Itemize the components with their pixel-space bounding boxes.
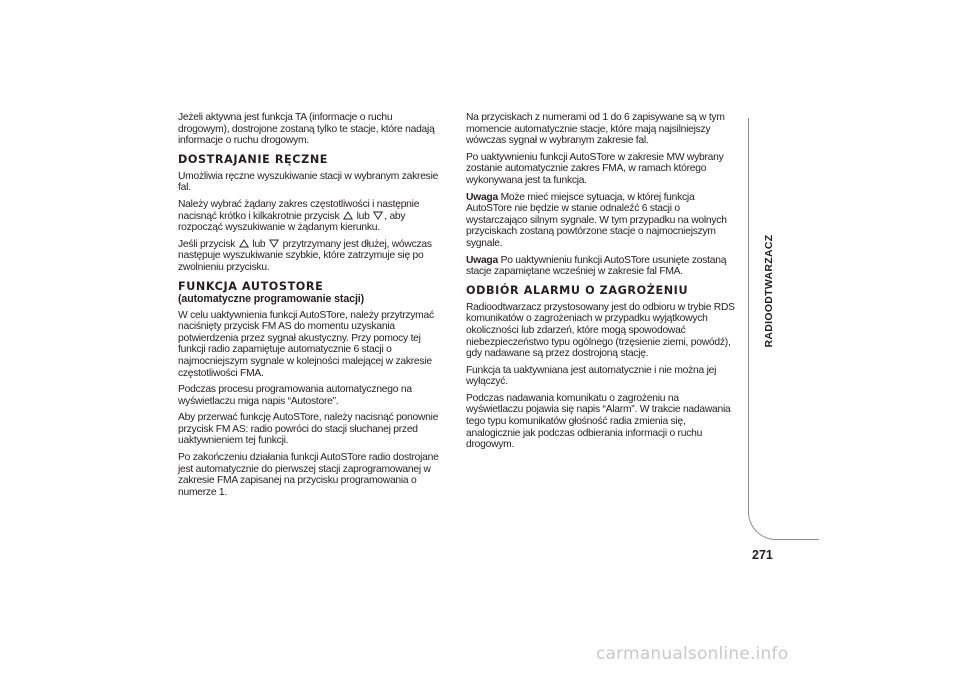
triangle-up-icon [343, 211, 353, 220]
section-tab [754, 234, 784, 348]
page-number: 271 [752, 548, 773, 562]
alarm-intro: Radioodtwarzacz przystosowany jest do odbioru w trybie RDS komunikatów o zagrożeniach w przypadku wyjątkowych okoliczności lub zdarzeń, które mogą spowodować niebezpieczeństwo typu ogólnego (trzęsienie ziemi, powódź), gdy nadawane są przez dostrojoną stację. [466, 301, 735, 360]
note-label: Uwaga [466, 191, 498, 203]
mw-autostore: Po uaktywnieniu funkcji AutoSTore w zakresie MW wybrany zostanie automatycznie zakres FMA, w ramach którego wykonywana jest ta funkcja. [466, 151, 724, 186]
right-column [466, 112, 738, 456]
note-label: Uwaga [466, 254, 498, 266]
note-2: Uwaga Po uaktywnieniu funkcji AutoSTore usunięte zostaną stacje zapamiętane wcześniej w zakresie fal FMA. [466, 254, 727, 278]
alarm-auto: Funkcja ta uaktywniana jest automatycznie i nie można jej wyłączyć. [466, 364, 717, 388]
heading-autostore: FUNKCJA AUTOSTORE [178, 279, 324, 293]
manual-intro: Umożliwia ręczne wyszukiwanie stacji w wybranym zakresie fal. [178, 170, 439, 194]
ta-paragraph: Jeżeli aktywna jest funkcja TA (informacje o ruchu drogowym), dostrojone zostaną tylko te stacje, które nadają informacje o ruchu drogowym. [178, 112, 435, 147]
manual-step: Należy wybrać żądany zakres częstotliwości i następnie nacisnąć krótko i kilkakrotnie przycisk lub , aby rozpocząć wyszukiwanie w żądanym kierunku. [178, 198, 420, 234]
triangle-down-icon [373, 211, 383, 220]
autostore-cancel: Aby przerwać funkcję AutoSTore, należy nacisnąć ponownie przycisk FM AS: radio powróci do stacji słuchanej przed uaktywnieniem tej funkcji. [178, 412, 439, 447]
triangle-up-icon [239, 239, 249, 248]
autostore-subheading: (automatyczne programowanie stacji) [178, 292, 365, 305]
note-1: Uwaga Może mieć miejsce sytuacja, w której funkcja AutoSTore nie będzie w stanie odnaleźć 6 stacji o wystarczająco silnym sygnale. W tym przypadku na wolnych przyciskach zostaną powtórzone stacje o najmocniejszym sygnale. [466, 191, 727, 249]
heading-alarm: ODBIÓR ALARMU O ZAGROŻENIU [466, 283, 689, 297]
section-label: RADIOODTWARZACZ [763, 234, 775, 348]
preset-buttons: Na przyciskach z numerami od 1 do 6 zapisywane są w tym momencie automatycznie stacje, które mają najsilniejszy wówczas sygnał w wybranym zakresie fal. [466, 112, 725, 147]
left-column [178, 112, 446, 503]
fast-search: Jeśli przycisk lub przytrzymany jest dłużej, wówczas następuje wyszukiwanie szybkie, które zatrzymuje się po zwolnieniu przycisku. [178, 238, 432, 273]
autostore-display: Podczas procesu programowania automatycznego na wyświetlaczu miga napis “Autostore”. [178, 384, 412, 407]
watermark: carmanualsonline.info [596, 644, 789, 664]
autostore-heading-block [178, 280, 446, 305]
alarm-display: Podczas nadawania komunikatu o zagrożeniu na wyświetlaczu pojawia się napis “Alarm”. W trakcie nadawania tego typu komunikatów głośność radia zmienia się, analogicznie jak podczas odbierania informacji o ruchu drogowym. [466, 392, 731, 451]
heading-manual-tuning: DOSTRAJANIE RĘCZNE [178, 152, 329, 166]
triangle-down-icon [269, 239, 279, 248]
autostore-finish: Po zakończeniu działania funkcji AutoSTore radio dostrojane jest automatycznie do pierwszej stacji zaprogramowanej w zakresie FMA zapisanej na przycisku programowania o numerze 1. [178, 452, 439, 498]
autostore-activate: W celu uaktywnienia funkcji AutoSTore, należy przytrzymać naciśnięty przycisk FM AS do momentu uzyskania potwierdzenia przez sygnał akustyczny. Przy pomocy tej funkcji radio zapamiętuje automatycznie 6 stacji o najmocniejszym sygnale w kolejności malejącej w zakresie częstotliwości FMA. [178, 309, 434, 379]
